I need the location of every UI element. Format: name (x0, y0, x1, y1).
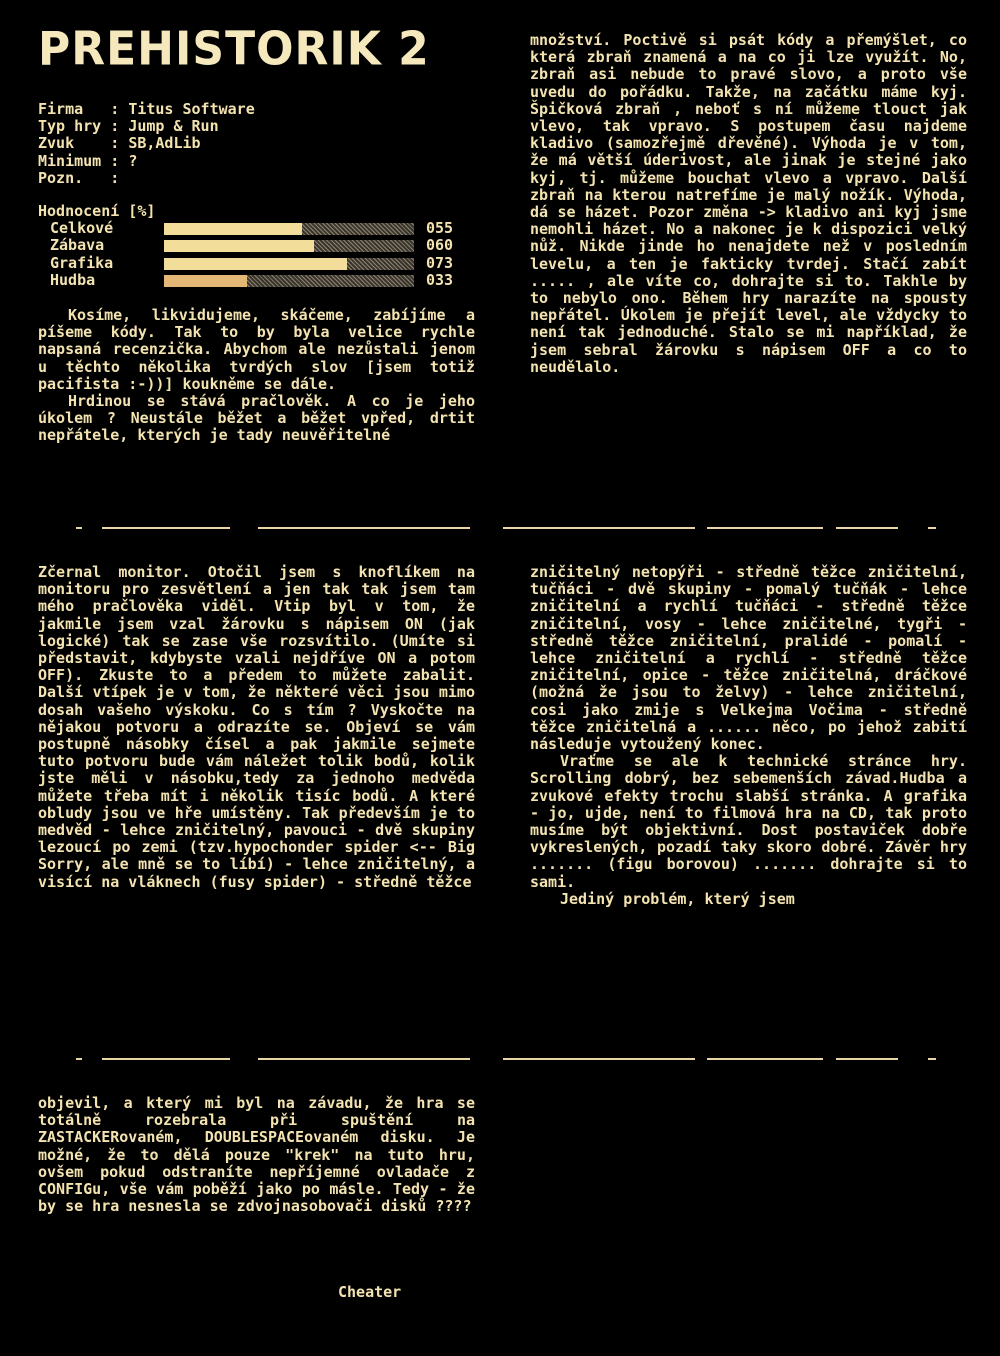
rating-header: Hodnocení [%] (38, 202, 156, 220)
rating-bar (164, 275, 414, 287)
rating-value: 033 (426, 270, 454, 289)
article-column-left (38, 1095, 475, 1215)
rating-bar (164, 240, 414, 252)
rating-value: 073 (426, 253, 454, 272)
paragraph: objevil, a který mi byl na závadu, že hra se totálně rozebrala při spuštění na ZASTACKERovaném, DOUBLESPACEovaném disku. Je možné, že to dělá pouze "krek" na tuto hru, ovšem pokud odstraníte nepříjemné ovladače z CONFIGu, vše vám poběží jako po másle. Tedy - že by se hra nesnesla se zdvojnasobovači disků ???? (38, 1094, 475, 1216)
paragraph: Kosíme, likvidujeme, skáčeme, zabíjíme a píšeme kódy. Tak to by byla velice rychle napsaná recenzička. Abychom ale nezůstali jenom u těchto několika tvrdých slov [jsem totiž pacifista :-))] koukněme se dále. (38, 306, 475, 393)
paragraph: zničitelný netopýři - středně těžce zničitelní, tučňáci - dvě skupiny - pomalý tučňák - lehce zničitelní a rychlí tučňáci - středně těžce zničitelní, vosy - lehce zničitelné, tygři - středně těžce zničitelní, pralidé - pomalí - lehce zničitelní a rychlí - středně těžce zničitelní, opice - těžce zničitelná, dráčkové (možná že jsou to želvy) - lehce zničitelní, cosi jako zmije s Velkejma Vočima - středně těžce zničitelná a ...... něco, po jehož zabití následuje vytoužený konec. (530, 563, 967, 754)
rating-row (38, 270, 454, 289)
article-column-left (38, 564, 475, 891)
rating-block (38, 202, 454, 289)
rating-bar (164, 258, 414, 270)
game-info (38, 101, 255, 187)
rating-value: 060 (426, 236, 454, 255)
rating-label: Hudba (50, 270, 96, 289)
info-row-firma: Firma : Titus Software (38, 100, 255, 118)
paragraph: množství. Poctivě si psát kódy a přemýšlet, co která zbraň znamená a na co ji lze využít. No, zbraň asi nebude to pravé slovo, a proto vše uvedu do pořádku. Takže, na začátku máme kyj. Špičková zbraň , neboť s ní můžeme tlouct jak vlevo, tak vpravo. S postupem času najdeme kladivo (samozřejmě dřevěné). Výhoda je v tom, že má větší úderivost, ale jinak je stejné jako kyj, tj. můžeme bouchat vlevo a vpravo. Další zbraň na kterou natrefíme je malý nožík. Výhoda, dá se házet. Pozor změna -> kladivo ani kyj jsme nemohli házet. No a nakonec je k dispozici velký nůž. Nikde jinde ho nenajdete než v posledním levelu, a ten je fakticky tvrdej. Stačí zabít ..... , ale víte co, dohrajte si to. Takhle by to nebylo ono. Během hry narazíte na spousty nepřátel. Úkolem je přejít level, ale vždycky to není tak jednoduché. Stalo se mi například, že jsem sebral žárovku s nápisem OFF a co to neudělalo. (530, 31, 967, 376)
rating-row (38, 236, 454, 255)
rating-row (38, 253, 454, 272)
rating-row (38, 219, 454, 238)
page-separator (0, 1054, 1000, 1064)
info-row-typ: Typ hry : Jump & Run (38, 117, 219, 136)
paragraph: Jediný problém, který jsem (560, 889, 795, 908)
paragraph: Zčernal monitor. Otočil jsem s knoflíkem na monitoru pro zesvětlení a jen tak tak jsem tam mého pračlověka viděl. Vtip byl v tom, že jakmile jsem vzal žárovku s nápisem ON (jak logické) tak se zase vše rozsvítilo. (Umíte si představit, kdybyste vzali nejdříve ON a potom OFF). Zkuste to a předem to můžete zabalit. Další vtípek je v tom, že některé věci jsou mimo dosah vašeho výskoku. Co s tím ? Vyskočte na nějakou potvoru a odrazíte se. Objeví se vám postupně násobky čísel a pak jakmile sejmete tuto potvoru bude vám náležet tolik bodů, kolik jste měli v násobku,tedy za jednoho medvěda můžete třeba mít i několik tisíc bodů. A které obludy jsou ve hře umístěny. Tak především je to medvěd - lehce zničitelný, pavouci - dvě skupiny lezoucí po zemi (tzv.hypochonder spider <-- Big Sorry, ale mně se to líbí) - lehce zničitelný, a visící na vláknech (fusy spider) - středně těžce (38, 563, 475, 891)
paragraph: Vraťme se ale k technické stránce hry. Scrolling dobrý, bez sebemenších závad.Hudba a zvukové efekty trochu slabší stránka. A grafika - jo, ujde, není to filmová hra na CD, tak proto musíme být objektivní. Dost postaviček dobře vykreslených, pozadí taky skoro dobré. Závěr hry ....... (figu borovou) ....... dohrajte si to sami. (530, 752, 967, 891)
info-row-zvuk: Zvuk : SB,AdLib (38, 134, 201, 153)
page-separator (0, 523, 1000, 533)
info-row-pozn: Pozn. : (38, 168, 129, 187)
rating-value: 055 (426, 219, 454, 238)
rating-label: Grafika (50, 253, 114, 272)
article-column-right (530, 32, 967, 376)
author-signature: Cheater (338, 1283, 402, 1301)
article-column-right (530, 564, 967, 908)
rating-label: Zábava (50, 236, 105, 255)
page-title: PREHISTORIK 2 (38, 22, 430, 77)
rating-label: Celkové (50, 219, 114, 238)
rating-bar (164, 223, 414, 235)
article-column-left (38, 307, 475, 445)
paragraph: Hrdinou se stává pračlověk. A co je jeho úkolem ? Neustále běžet a běžet vpřed, drtit nepřátele, kterých je tady neuvěřitelné (38, 392, 475, 445)
info-row-minimum: Minimum : ? (38, 151, 138, 170)
